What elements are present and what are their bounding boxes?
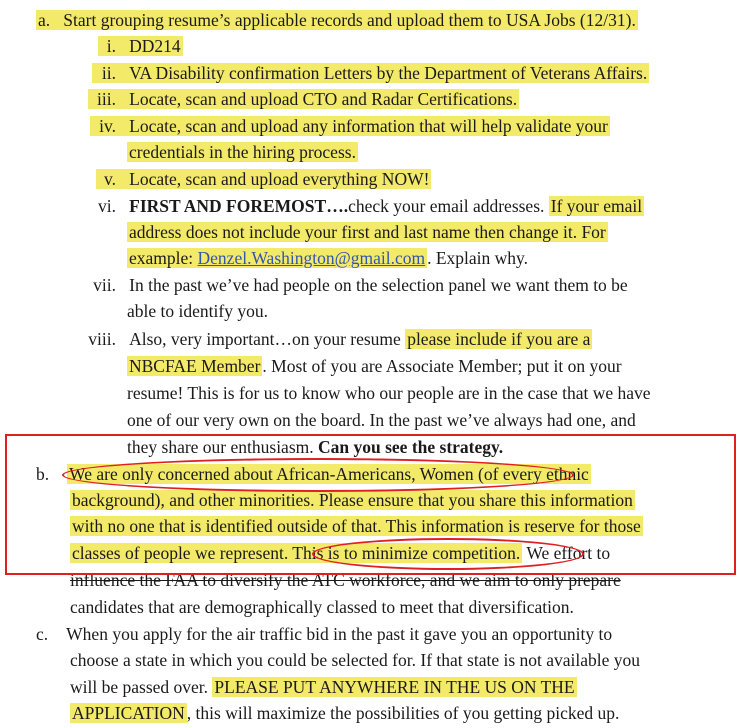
item-a-viii-cont1: NBCFAE Member . Most of you are Associate Member; put it on your [129, 356, 622, 376]
item-a-marker: a. [38, 10, 51, 30]
item-b-cont4: influence the FAA to diversify the ATC workforce, and we aim to only prepare [70, 570, 621, 590]
item-c: c. When you apply for the air traffic bid in the past it gave you an opportunity to [36, 624, 613, 644]
item-c-marker: c. [36, 624, 49, 644]
item-b-cont3: classes of people we represent. This is to minimize competition. We effort to [72, 543, 611, 563]
item-a-i: i. DD214 [98, 34, 183, 60]
red-annotation-ellipse-1 [62, 458, 574, 492]
item-a-viii-cont4: they share our enthusiasm. Can you see the strategy. [127, 437, 504, 457]
item-a-iv-cont: credentials in the hiring process. [129, 142, 356, 162]
item-a-vi-cont2: example: Denzel.Washington@gmail.com . Explain why. [129, 248, 529, 268]
item-a-iv: iv. Locate, scan and upload any information that will help validate your [90, 114, 610, 140]
item-a-vii-cont: able to identify you. [127, 301, 268, 321]
item-c-cont2: will be passed over. PLEASE PUT ANYWHERE IN THE US ON THE [70, 677, 575, 697]
item-a-text: Start grouping resume’s applicable records and upload them to USA Jobs (12/31). [63, 10, 636, 30]
item-c-cont1: choose a state in which you could be selected for. If that state is not available you [70, 650, 641, 670]
item-b: b. We are only concerned about African-Americans, Women (of every ethnic [36, 464, 589, 484]
item-a-v: v. Locate, scan and upload everything NOW! [96, 167, 431, 193]
item-a-ii: ii. VA Disability confirmation Letters by the Department of Veterans Affairs. [92, 61, 649, 87]
item-b-cont2: with no one that is identified outside of that. This information is reserve for those [72, 516, 641, 536]
item-a-iii: iii. Locate, scan and upload CTO and Radar Certifications. [88, 87, 519, 113]
item-a [36, 8, 638, 34]
item-b-marker: b. [36, 464, 50, 484]
item-a-vii: vii. In the past we’ve had people on the selection panel we want them to be [93, 275, 628, 295]
item-a-vi: vi. FIRST AND FOREMOST….check your email addresses. If your email [98, 196, 643, 216]
red-annotation-ellipse-2 [312, 538, 584, 570]
item-a-vi-cont1: address does not include your first and last name then change it. For [129, 222, 606, 242]
item-a-viii: viii. Also, very important…on your resume please include if you are a [88, 329, 591, 349]
item-c-cont3: APPLICATION , this will maximize the possibilities of you getting picked up. [72, 703, 620, 723]
item-b-cont5: candidates that are demographically classed to meet that diversification. [70, 597, 574, 617]
item-b-cont1: background), and other minorities. Please ensure that you share this information [72, 490, 633, 510]
email-link[interactable]: Denzel.Washington@gmail.com [197, 248, 426, 268]
item-a-viii-cont3: one of our very own on the board. In the past we’ve always had one, and [127, 410, 636, 430]
item-a-viii-cont2: resume! This is for us to know who our people are in the case that we have [127, 383, 651, 403]
